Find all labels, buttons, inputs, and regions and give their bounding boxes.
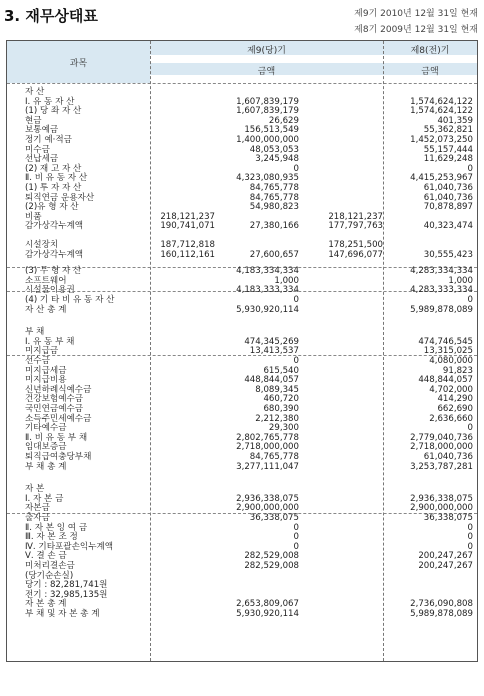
- previous-amount: 0: [467, 541, 473, 552]
- account-label: Ⅲ. 자 본 조 정: [25, 532, 78, 543]
- account-label: (1) 투 자 자 산: [25, 183, 82, 193]
- previous-amount: 2,736,090,808: [410, 599, 473, 610]
- account-label: 감가상각누계액: [25, 249, 84, 260]
- account-label: 국민연금예수금: [25, 404, 84, 414]
- previous-amount: 55,362,821: [423, 125, 473, 136]
- table-row: [7, 513, 477, 523]
- previous-amount: 448,844,057: [418, 375, 473, 386]
- previous-amount: 401,359: [437, 115, 473, 126]
- table-row: [7, 285, 477, 295]
- previous-amount: 30,555,423: [423, 249, 473, 260]
- previous-amount: 414,290: [437, 394, 473, 405]
- table-row: [7, 433, 477, 443]
- current-sub-amount: 160,112,161: [160, 249, 215, 260]
- current-amount: 2,718,000,000: [236, 442, 299, 453]
- previous-amount: 40,323,474: [423, 221, 473, 232]
- account-label: 건강보험예수금: [25, 394, 84, 405]
- current-amount: 0: [293, 356, 299, 366]
- previous-amount: 4,080,000: [429, 356, 473, 366]
- table-row: [7, 375, 477, 385]
- current-amount: 54,980,823: [249, 202, 299, 213]
- period-current: 제9기 2010년 12월 31일 현재: [354, 9, 478, 19]
- previous-amount: 474,746,545: [418, 336, 473, 347]
- current-amount: 0: [293, 295, 299, 305]
- current-amount: 156,513,549: [244, 125, 299, 136]
- previous-amount: 0: [467, 295, 473, 305]
- account-label: 미지급세금: [25, 365, 67, 376]
- current-amount: 4,183,333,334: [236, 285, 299, 296]
- current-amount: 84,765,778: [249, 183, 299, 193]
- table-row: [7, 145, 477, 155]
- account-label: 자 산: [25, 87, 45, 97]
- account-label: 부 채 총 계: [25, 461, 67, 472]
- table-row: [7, 173, 477, 183]
- account-label: Ⅳ. 기타포괄손익누계액: [25, 541, 114, 552]
- previous-amount: 13,315,025: [423, 346, 473, 357]
- table-row: [7, 106, 477, 116]
- previous-sub-amount: 178,251,500: [328, 240, 383, 250]
- current-amount: 13,413,537: [249, 346, 299, 357]
- current-amount: 0: [293, 532, 299, 543]
- current-amount: 0: [293, 522, 299, 533]
- current-amount: 27,600,657: [249, 249, 299, 260]
- account-label: 현금: [25, 115, 42, 126]
- current-amount: 0: [293, 541, 299, 552]
- current-amount: 29,300: [268, 423, 299, 434]
- current-amount: 4,183,334,334: [236, 266, 299, 277]
- account-label: 기타예수금: [25, 423, 67, 434]
- table-row: [7, 356, 477, 366]
- account-label: Ⅱ. 비 유 동 부 채: [25, 432, 88, 443]
- previous-amount: 2,718,000,000: [410, 442, 473, 453]
- previous-amount: 4,283,334,334: [410, 266, 473, 277]
- table-row: [7, 366, 477, 376]
- table-row: [7, 87, 477, 97]
- current-amount: 1,607,839,179: [236, 106, 299, 117]
- previous-amount: 3,253,787,281: [410, 461, 473, 472]
- previous-amount: 2,936,338,075: [410, 493, 473, 504]
- table-row: [7, 240, 477, 250]
- table-row: [7, 462, 477, 472]
- account-label: 임대보증금: [25, 442, 67, 453]
- table-row: [7, 394, 477, 404]
- current-amount: 474,345,269: [244, 336, 299, 347]
- table-row: [7, 295, 477, 305]
- previous-amount: 200,247,267: [418, 551, 473, 562]
- account-label: 퇴직급여충당부채: [25, 452, 92, 462]
- table-row: [7, 590, 477, 600]
- account-label: (2) 재 고 자 산: [25, 163, 82, 174]
- account-label: 소프트웨어: [25, 275, 67, 286]
- account-label: 신년하례식예수금: [25, 384, 92, 395]
- table-row: [7, 404, 477, 414]
- previous-amount: 2,900,000,000: [410, 503, 473, 514]
- current-amount: 3,245,948: [255, 154, 299, 165]
- previous-amount: 200,247,267: [418, 561, 473, 571]
- table-row: [7, 599, 477, 609]
- account-label: (4) 기 타 비 유 동 자 산: [25, 295, 115, 305]
- current-amount: 36,338,075: [249, 513, 299, 523]
- account-label: (1) 당 좌 자 산: [25, 106, 82, 117]
- account-label: 비품: [25, 211, 42, 222]
- current-amount: 2,653,809,067: [236, 599, 299, 610]
- current-amount: 5,930,920,114: [236, 609, 299, 619]
- current-amount: 8,089,345: [255, 384, 299, 395]
- table-row: [7, 503, 477, 513]
- account-label: 당기 : 82,281,741원: [25, 580, 108, 591]
- account-label: 미처리결손금: [25, 561, 75, 571]
- account-label: 시설장치: [25, 240, 59, 250]
- previous-amount: 61,040,736: [423, 452, 473, 462]
- table-row: [7, 116, 477, 126]
- current-amount: 5,930,920,114: [236, 304, 299, 315]
- previous-sub-amount: 218,121,237: [328, 211, 383, 222]
- table-row: [7, 305, 477, 315]
- account-label: 미수금: [25, 144, 50, 155]
- account-label: 보통예금: [25, 125, 59, 136]
- current-amount: 282,529,008: [244, 561, 299, 571]
- table-row: [7, 494, 477, 504]
- previous-amount: 1,574,624,122: [410, 106, 473, 117]
- account-label: Ⅱ. 자 본 잉 여 금: [25, 522, 88, 533]
- account-label: 정기 예·적금: [25, 135, 72, 145]
- account-label: Ⅰ. 자 본 금: [25, 493, 64, 504]
- account-label: Ⅰ. 유 동 부 채: [25, 336, 75, 347]
- account-label: 선수금: [25, 356, 50, 366]
- page-title: 3. 재무상태표: [4, 7, 98, 25]
- previous-amount: 4,283,333,334: [410, 285, 473, 296]
- current-amount: 0: [293, 163, 299, 174]
- table-row: [7, 183, 477, 193]
- account-label: 미지급비용: [25, 375, 67, 386]
- header-current-period: 제9(당)기: [247, 46, 286, 56]
- current-amount: 4,323,080,935: [236, 173, 299, 184]
- previous-amount: 11,629,248: [423, 154, 473, 165]
- previous-amount: 0: [467, 163, 473, 174]
- table-row: [7, 551, 477, 561]
- previous-amount: 2,636,660: [429, 413, 473, 424]
- table-row: [7, 542, 477, 552]
- account-label: 퇴직연금 운용자산: [25, 192, 95, 203]
- header-previous-amount: 금액: [421, 67, 439, 77]
- table-row: [7, 221, 477, 231]
- header-account: 과목: [69, 59, 88, 69]
- account-label: (당기순손실): [25, 570, 74, 581]
- current-amount: 2,900,000,000: [236, 503, 299, 514]
- account-label: 소득주민세예수금: [25, 413, 92, 424]
- header-previous-period: 제8(전)기: [410, 46, 450, 56]
- account-label: 부 채: [25, 327, 45, 338]
- current-amount: 1,607,839,179: [236, 96, 299, 107]
- account-label: 자 산 총 계: [25, 304, 67, 315]
- previous-amount: 4,415,253,967: [410, 173, 473, 184]
- account-label: 미지급금: [25, 346, 59, 357]
- account-label: Ⅱ. 비 유 동 자 산: [25, 173, 88, 184]
- current-amount: 84,765,778: [249, 452, 299, 462]
- account-label: 전기 : 32,985,135원: [25, 589, 108, 600]
- current-amount: 1,400,000,000: [236, 135, 299, 145]
- previous-amount: 0: [467, 423, 473, 434]
- current-amount: 615,540: [263, 365, 299, 376]
- previous-amount: 70,878,897: [423, 202, 473, 213]
- previous-amount: 1,000: [448, 275, 473, 286]
- previous-amount: 36,338,075: [423, 513, 473, 523]
- current-amount: 84,765,778: [249, 192, 299, 203]
- account-label: Ⅴ. 결 손 금: [25, 551, 67, 562]
- previous-amount: 5,989,878,089: [410, 304, 473, 315]
- current-amount: 1,000: [274, 275, 299, 286]
- current-amount: 680,390: [263, 404, 299, 414]
- current-amount: 282,529,008: [244, 551, 299, 562]
- current-sub-amount: 187,712,818: [160, 240, 215, 250]
- current-amount: 460,720: [263, 394, 299, 405]
- account-label: 부 채 및 자 본 총 계: [25, 609, 100, 619]
- current-amount: 27,380,166: [249, 221, 299, 232]
- table-row: [7, 266, 477, 276]
- table-row: [7, 442, 477, 452]
- current-amount: 448,844,057: [244, 375, 299, 386]
- table-row: [7, 337, 477, 347]
- previous-amount: 1,574,624,122: [410, 96, 473, 107]
- header-current-amount: 금액: [257, 67, 276, 77]
- table-row: [7, 154, 477, 164]
- current-amount: 2,802,765,778: [236, 432, 299, 443]
- account-label: 자 본 총 계: [25, 599, 67, 610]
- table-row: [7, 484, 477, 494]
- table-row: [7, 202, 477, 212]
- account-label: (2)유 형 자 산: [25, 202, 79, 213]
- table-row: [7, 580, 477, 590]
- previous-amount: 61,040,736: [423, 183, 473, 193]
- previous-amount: 1,452,073,250: [410, 135, 473, 145]
- previous-amount: 0: [467, 532, 473, 543]
- current-sub-amount: 218,121,237: [160, 211, 215, 222]
- account-label: Ⅰ. 유 동 자 산: [25, 96, 75, 107]
- account-label: 출자금: [25, 513, 50, 523]
- current-amount: 48,053,053: [249, 144, 299, 155]
- period-previous: 제8기 2009년 12월 31일 현재: [354, 25, 478, 35]
- current-amount: 2,212,380: [255, 413, 299, 424]
- balance-sheet-table: [6, 40, 478, 662]
- previous-amount: 5,989,878,089: [410, 609, 473, 619]
- previous-amount: 662,690: [437, 404, 473, 414]
- previous-amount: 0: [467, 522, 473, 533]
- account-label: 시설물이용권: [25, 285, 75, 296]
- table-row: [7, 609, 477, 619]
- current-amount: 26,629: [268, 115, 299, 126]
- previous-sub-amount: 177,797,763: [328, 221, 383, 232]
- table-row: [7, 561, 477, 571]
- previous-sub-amount: 147,696,077: [328, 249, 383, 260]
- current-amount: 3,277,111,047: [236, 461, 299, 472]
- account-label: 선납세금: [25, 154, 59, 165]
- table-row: [7, 532, 477, 542]
- table-row: [7, 327, 477, 337]
- table-row: [7, 346, 477, 356]
- table-row: [7, 423, 477, 433]
- table-row: [7, 276, 477, 286]
- current-amount: 2,936,338,075: [236, 493, 299, 504]
- table-row: [7, 414, 477, 424]
- table-row: [7, 125, 477, 135]
- current-sub-amount: 190,741,071: [160, 221, 215, 232]
- previous-amount: 91,823: [442, 365, 473, 376]
- previous-amount: 2,779,040,736: [410, 432, 473, 443]
- account-label: (3) 무 형 자 산: [25, 266, 82, 277]
- account-label: 자본금: [25, 503, 50, 514]
- table-row: [7, 452, 477, 462]
- previous-amount: 55,157,444: [423, 144, 473, 155]
- account-label: 감가상각누계액: [25, 221, 84, 232]
- table-row: [7, 250, 477, 260]
- header-divider: [7, 83, 477, 84]
- previous-amount: 61,040,736: [423, 192, 473, 203]
- table-row: [7, 135, 477, 145]
- account-label: 자 본: [25, 484, 45, 495]
- previous-amount: 4,702,000: [429, 384, 473, 395]
